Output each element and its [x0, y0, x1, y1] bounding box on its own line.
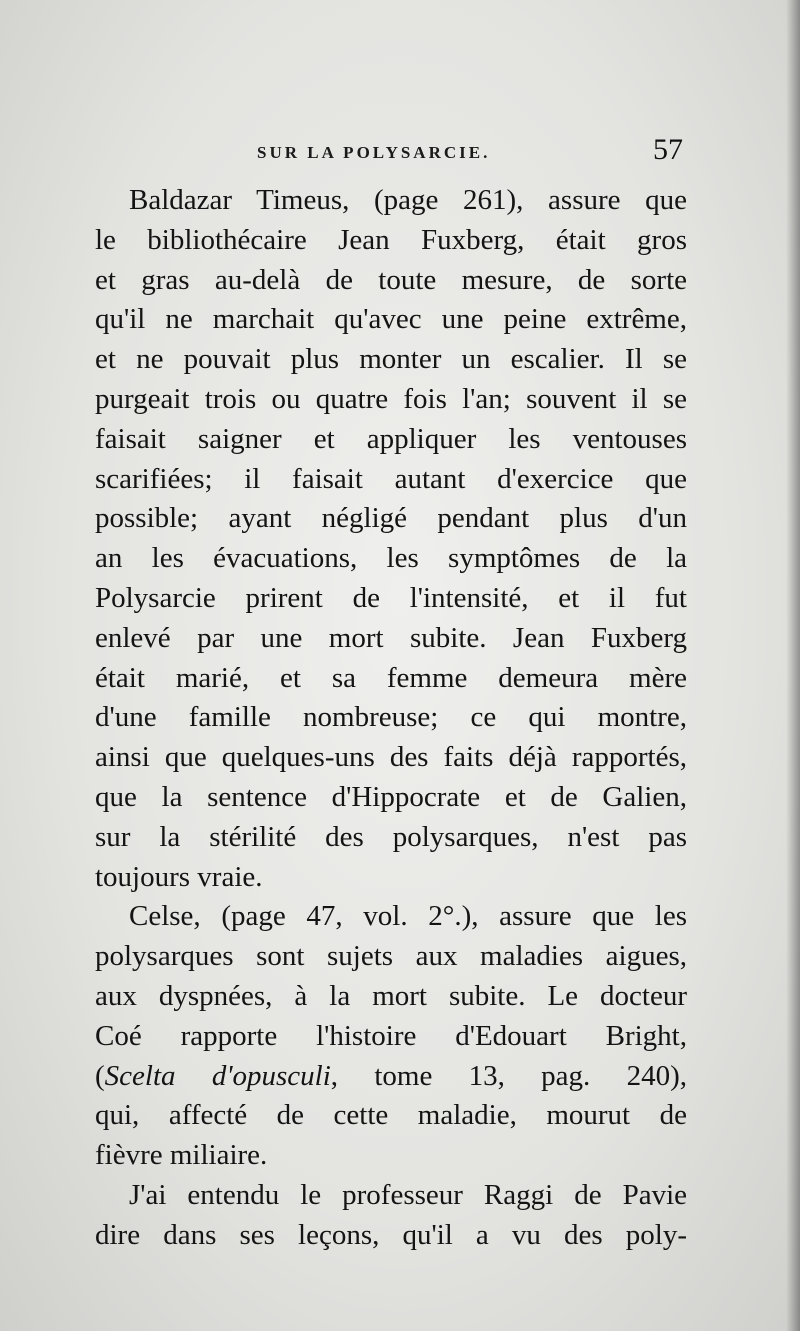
text-line: purgeait trois ou quatre fois l'an; souvent il se — [95, 382, 687, 415]
paragraph-2 — [95, 897, 687, 1176]
text-line: J'ai entendu le professeur Raggi de Pavie — [129, 1178, 687, 1211]
text-line: polysarques sont sujets aux maladies aigues, — [95, 940, 687, 973]
text-line: Coé rapporte l'histoire d'Edouart Bright, — [95, 1019, 687, 1052]
text-line: ainsi que quelques-uns des faits déjà rapportés, — [95, 741, 687, 774]
text-line: enlevé par une mort subite. Jean Fuxberg — [95, 621, 687, 654]
text-line: Polysarcie prirent de l'intensité, et il fut — [95, 581, 687, 614]
text-line: le bibliothécaire Jean Fuxberg, était gros — [95, 223, 687, 256]
citation-title: Scelta d'opusculi — [104, 1059, 331, 1092]
text-line: qui, affecté de cette maladie, mourut de — [95, 1099, 687, 1132]
text-line-citation — [95, 1057, 687, 1097]
text-line: scarifiées; il faisait autant d'exercice que — [95, 462, 687, 495]
text-line: fièvre miliaire. — [95, 1139, 268, 1172]
text-line: était marié, et sa femme demeura mère — [95, 661, 687, 694]
running-head: SUR LA POLYSARCIE. — [257, 143, 491, 162]
paragraph-3 — [95, 1176, 687, 1256]
text-line: dire dans ses leçons, qu'il a vu des poly- — [95, 1218, 687, 1251]
citation-open: ( — [95, 1059, 105, 1092]
text-line: et gras au-delà de toute mesure, de sorte — [95, 263, 687, 296]
citation-rest: , tome 13, pag. 240), — [330, 1059, 687, 1092]
text-line: possible; ayant négligé pendant plus d'un — [95, 502, 687, 535]
text-line: Baldazar Timeus, (page 261), assure que — [129, 184, 687, 216]
text-line: Celse, (page 47, vol. 2°.), assure que les — [129, 900, 687, 933]
text-line: que la sentence d'Hippocrate et de Galien, — [95, 780, 687, 813]
text-line: qu'il ne marchait qu'avec une peine extrême, — [95, 303, 687, 336]
text-line: an les évacuations, les symptômes de la — [95, 542, 687, 575]
text-line: faisait saigner et appliquer les ventouses — [95, 422, 687, 455]
text-line: d'une famille nombreuse; ce qui montre, — [95, 701, 687, 734]
text-line: sur la stérilité des polysarques, n'est pas — [95, 820, 687, 853]
page-number: 57 — [653, 133, 683, 166]
text-line: et ne pouvait plus monter un escalier. Il se — [95, 343, 687, 376]
paragraph-1 — [95, 181, 687, 897]
text-line: toujours vraie. — [95, 860, 263, 893]
page-header — [95, 135, 687, 175]
body-text — [95, 181, 687, 1256]
text-line: aux dyspnées, à la mort subite. Le docteur — [95, 979, 687, 1012]
